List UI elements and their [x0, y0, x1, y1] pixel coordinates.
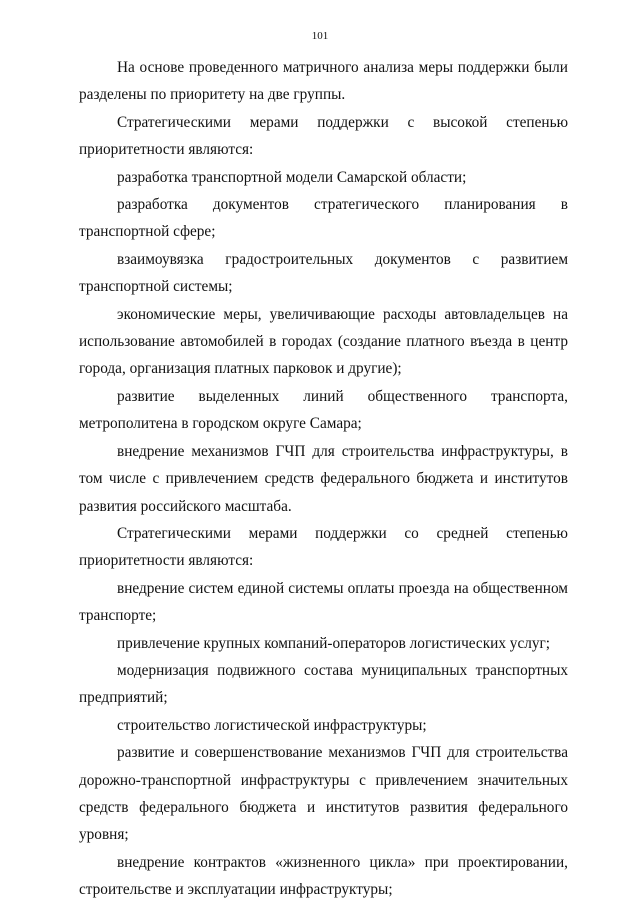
list-item: разработка транспортной модели Самарской области;	[117, 168, 467, 186]
list-item: строительство логистической инфраструктуры;	[117, 716, 427, 734]
body-text	[79, 54, 568, 904]
list-item: развитие выделенных линий общественного транспорта, метрополитена в городском округе Самара;	[79, 387, 568, 433]
list-item: взаимоувязка градостроительных документов с развитием транспортной системы;	[79, 250, 568, 296]
list-item: разработка документов стратегического планирования в транспортной сфере;	[79, 196, 568, 241]
list-item: модернизация подвижного состава муниципальных транспортных предприятий;	[79, 661, 568, 707]
list-item: внедрение систем единой системы оплаты проезда на общественном транспорте;	[79, 579, 568, 625]
paragraph-medium-priority-heading: Стратегическими мерами поддержки со средней степенью приоритетности являются:	[79, 524, 568, 570]
list-item: внедрение контрактов «жизненного цикла» при проектировании, строительстве и эксплуатации инфраструктуры;	[79, 853, 568, 899]
list-item: привлечение крупных компаний-операторов логистических услуг;	[117, 634, 551, 652]
paragraph-high-priority-heading: Стратегическими мерами поддержки с высокой степенью приоритетности являются:	[79, 113, 568, 159]
list-item: экономические меры, увеличивающие расходы автовладельцев на использование автомобилей в городах (создание платного въезда в центр города, организация платных парковок и другие);	[79, 305, 568, 378]
list-item: внедрение механизмов ГЧП для строительства инфраструктуры, в том числе с привлечением средств федерального бюджета и институтов развития российского масштаба.	[79, 442, 568, 515]
paragraph-intro: На основе проведенного матричного анализа меры поддержки были разделены по приоритету на две группы.	[79, 59, 568, 104]
page-number: 101	[311, 30, 329, 42]
list-item: развитие и совершенствование механизмов ГЧП для строительства дорожно-транспортной инфраструктуры с привлечением значительных средств федерального бюджета и институтов развития федерального уровня;	[79, 744, 568, 844]
